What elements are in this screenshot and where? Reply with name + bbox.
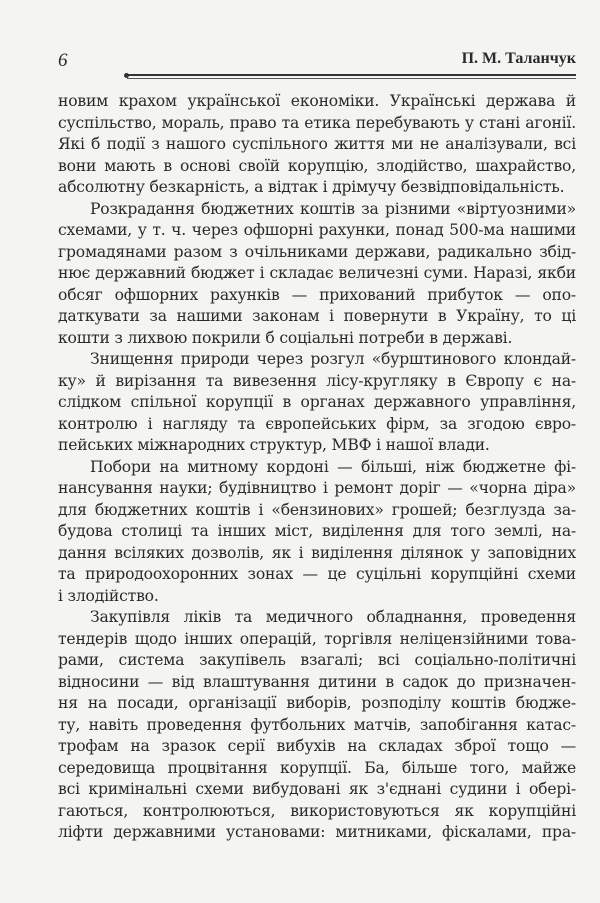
text-line: нює державний бюджет і складає величезні суми. Наразі, якби xyxy=(58,264,576,282)
paragraph xyxy=(58,199,576,350)
text-line: відносини — від влаштування дитини в садок до призначен- xyxy=(58,672,576,691)
running-header-author: П. М. Таланчук xyxy=(461,50,576,67)
text-line: громадянами разом з очільниками держави, радикально збід- xyxy=(58,242,576,261)
text-line: тендерів щодо інших операцій, торгівля неліцензійними това- xyxy=(58,629,576,648)
text-line: нансування науки; будівництво і ремонт доріг — «чорна діра» xyxy=(58,479,576,497)
text-line: суспільство, мораль, право та етика перебувають у стані агонії. xyxy=(58,113,576,132)
text-line: рами, система закупівель взагалі; всі соціально-політичні xyxy=(58,651,576,669)
text-line: схемами, у т. ч. через офшорні рахунки, понад 500-ма нашими xyxy=(58,221,576,239)
page-number: 6 xyxy=(58,50,68,71)
text-line: середовища процвітання корупції. Ба, більше того, майже xyxy=(58,758,576,777)
paragraph xyxy=(58,349,576,457)
text-line: і злодійство. xyxy=(58,586,159,605)
text-line: слідком спільної корупції в органах державного управління, xyxy=(58,393,576,411)
paragraph xyxy=(58,91,576,199)
text-line: Розкрадання бюджетних коштів за різними «віртуозними» xyxy=(90,199,576,218)
text-line: ту, навіть проведення футбольних матчів, запобігання катас- xyxy=(58,715,576,734)
paragraph xyxy=(58,457,576,608)
paragraph xyxy=(58,607,576,844)
text-line: гаються, контролюються, використовуються як корупційні xyxy=(58,801,576,820)
text-line: ку» й вирізання та вивезення лісу-кругляку в Європу є на- xyxy=(58,371,576,390)
text-line: вони мають в основі своїй корупцію, злодійство, шахрайство, xyxy=(58,156,576,175)
text-line: Які б події з нашого суспільного життя ми не аналізували, всі xyxy=(58,135,576,153)
text-line: контролю і нагляду та європейських фірм, за згодою євро- xyxy=(58,414,576,433)
text-line: кошти з лихвою покрили б соціальні потреби в державі. xyxy=(58,328,513,347)
text-line: даткувати за нашими законам і повернути в Україну, то ці xyxy=(58,307,576,325)
text-line: та природоохоронних зонах — це суцільні корупційні схеми xyxy=(58,565,576,583)
text-line: всі кримінальні схеми вибудовані як з'єднані судини і обері- xyxy=(58,780,576,798)
text-line: ліфти державними установами: митниками, фіскалами, пра- xyxy=(58,823,576,841)
text-line: для бюджетних коштів і «бензинових» грошей; безглузда за- xyxy=(58,500,576,519)
text-line: Знищення природи через розгул «бурштинового клондай- xyxy=(90,350,576,368)
text-line: дання всіляких дозволів, як і виділення ділянок у заповідних xyxy=(58,543,576,562)
text-line: обсяг офшорних рахунків — прихований прибуток — опо- xyxy=(58,285,576,304)
text-line: абсолютну безкарність, а відтак і дрімучу безвідповідальність. xyxy=(58,178,565,196)
page-body xyxy=(58,91,576,844)
text-line: будова столиці та інших міст, виділення для того землі, на- xyxy=(58,522,576,540)
text-line: новим крахом української економіки. Українські держава й xyxy=(58,92,576,110)
text-line: пейських міжнародних структур, МВФ і нашої влади. xyxy=(58,436,490,454)
text-line: ня на посади, організації виборів, розподілу коштів бюдже- xyxy=(58,694,576,712)
text-line: Закупівля ліків та медичного обладнання, проведення xyxy=(90,608,576,626)
text-line: Побори на митному кордоні — більші, ніж бюджетне фі- xyxy=(90,457,576,476)
text-line: трофам на зразок серії вибухів на складах зброї тощо — xyxy=(58,737,576,755)
header-rule xyxy=(127,74,576,79)
